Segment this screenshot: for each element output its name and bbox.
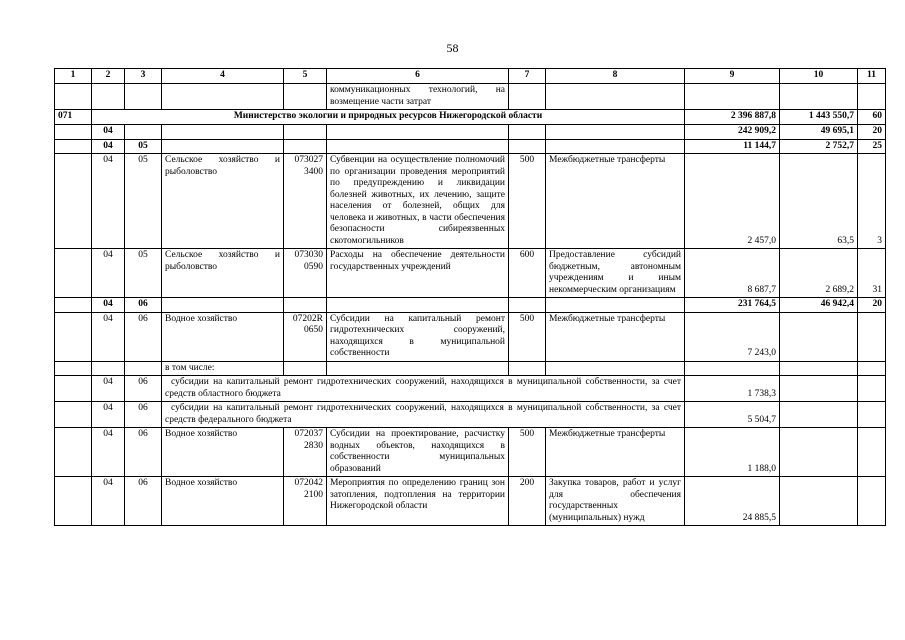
ministry-name: Министерство экологии и природных ресурсов Нижегородской области	[92, 110, 685, 125]
section-v9: 242 909,2	[685, 125, 780, 140]
table-row	[55, 84, 886, 110]
section-rz: 04	[92, 125, 125, 140]
row-description: Мероприятия по определению границ зон затопления, подтопления на территории Нижегородской области	[327, 477, 509, 526]
row-v10: 2 689,2	[780, 249, 858, 298]
row-csr: 072042 2100	[284, 477, 327, 526]
row-rz: 04	[92, 312, 125, 361]
ministry-row	[55, 110, 886, 125]
row-name: Сельское хозяйство и рыболовство	[162, 154, 284, 249]
row-description: коммуникационных технологий, на возмещение части затрат	[327, 84, 509, 110]
row-csr: 073027 3400	[284, 154, 327, 249]
table-row	[55, 361, 886, 376]
budget-table	[54, 68, 886, 526]
row-description: Расходы на обеспечение деятельности государственных учреждений	[327, 249, 509, 298]
row-v9: 5 504,7	[685, 402, 780, 428]
row-rz: 04	[92, 428, 125, 477]
col-header-4: 4	[162, 69, 284, 84]
row-pr: 05	[125, 154, 162, 249]
table-row	[55, 376, 886, 402]
row-v11: 31	[858, 249, 886, 298]
row-description: Субвенции на осуществление полномочий по организации проведения мероприятий по предупреждению и ликвидации болезней животных, их лечению, защите населения от болезней, общих для человека и животных, в части обеспечения безопасности сибиреязвенных скотомогильников	[327, 154, 509, 249]
row-v9: 24 885,5	[685, 477, 780, 526]
section-v11: 20	[858, 125, 886, 140]
row-vr-name: Предоставление субсидий бюджетным, автономным учреждениям и иным некоммерческим организациям	[546, 249, 685, 298]
subsection-row	[55, 139, 886, 154]
row-subsidy-text: субсидии на капитальный ремонт гидротехнических сооружений, находящихся в муниципальной собственности, за счет средств областного бюджета	[162, 376, 685, 402]
section-v10: 49 695,1	[780, 125, 858, 140]
subsection-pr: 06	[125, 298, 162, 313]
table-row	[55, 154, 886, 249]
col-header-9: 9	[685, 69, 780, 84]
subsection-v9: 231 764,5	[685, 298, 780, 313]
ministry-v10: 1 443 550,7	[780, 110, 858, 125]
row-csr: 07202R 0650	[284, 312, 327, 361]
ministry-v9: 2 396 887,8	[685, 110, 780, 125]
row-description: Субсидии на капитальный ремонт гидротехнических сооружений, находящихся в муниципальной собственности	[327, 312, 509, 361]
subsection-pr: 05	[125, 139, 162, 154]
row-v9: 2 457,0	[685, 154, 780, 249]
subsection-v9: 11 144,7	[685, 139, 780, 154]
row-rz: 04	[92, 376, 125, 402]
header-row	[55, 69, 886, 84]
row-vr: 500	[509, 312, 546, 361]
row-v9: 7 243,0	[685, 312, 780, 361]
row-v9: 8 687,7	[685, 249, 780, 298]
col-header-5: 5	[284, 69, 327, 84]
section-row	[55, 125, 886, 140]
row-vr-name: Закупка товаров, работ и услуг для обеспечения государственных (муниципальных) нужд	[546, 477, 685, 526]
including-label: в том числе:	[162, 361, 284, 376]
subsection-rz: 04	[92, 298, 125, 313]
table-row	[55, 249, 886, 298]
row-csr: 073030 0590	[284, 249, 327, 298]
row-name: Сельское хозяйство и рыболовство	[162, 249, 284, 298]
col-header-11: 11	[858, 69, 886, 84]
row-v11: 3	[858, 154, 886, 249]
col-header-6: 6	[327, 69, 509, 84]
row-csr: 072037 2830	[284, 428, 327, 477]
row-rz: 04	[92, 402, 125, 428]
row-pr: 06	[125, 376, 162, 402]
table-row	[55, 477, 886, 526]
table-row	[55, 402, 886, 428]
col-header-3: 3	[125, 69, 162, 84]
subsection-row	[55, 298, 886, 313]
row-vr: 200	[509, 477, 546, 526]
row-name: Водное хозяйство	[162, 428, 284, 477]
row-rz: 04	[92, 249, 125, 298]
row-rz: 04	[92, 477, 125, 526]
ministry-v11: 60	[858, 110, 886, 125]
subsection-rz: 04	[92, 139, 125, 154]
subsection-v10: 2 752,7	[780, 139, 858, 154]
row-rz: 04	[92, 154, 125, 249]
row-pr: 06	[125, 312, 162, 361]
row-pr: 05	[125, 249, 162, 298]
col-header-2: 2	[92, 69, 125, 84]
row-v9: 1 188,0	[685, 428, 780, 477]
row-pr: 06	[125, 477, 162, 526]
row-vr: 600	[509, 249, 546, 298]
row-pr: 06	[125, 402, 162, 428]
subsection-v11: 20	[858, 298, 886, 313]
ministry-code: 071	[55, 110, 92, 125]
col-header-10: 10	[780, 69, 858, 84]
row-vr: 500	[509, 154, 546, 249]
col-header-1: 1	[55, 69, 92, 84]
subsection-v10: 46 942,4	[780, 298, 858, 313]
row-v9: 1 738,3	[685, 376, 780, 402]
subsection-v11: 25	[858, 139, 886, 154]
row-vr-name: Межбюджетные трансферты	[546, 312, 685, 361]
row-vr: 500	[509, 428, 546, 477]
col-header-7: 7	[509, 69, 546, 84]
table-row	[55, 428, 886, 477]
row-pr: 06	[125, 428, 162, 477]
row-vr-name: Межбюджетные трансферты	[546, 428, 685, 477]
col-header-8: 8	[546, 69, 685, 84]
row-name: Водное хозяйство	[162, 477, 284, 526]
row-description: Субсидии на проектирование, расчистку водных объектов, находящихся в собственности муниципальных образований	[327, 428, 509, 477]
page-number: 58	[446, 41, 459, 55]
row-name: Водное хозяйство	[162, 312, 284, 361]
row-vr-name: Межбюджетные трансферты	[546, 154, 685, 249]
row-subsidy-text: субсидии на капитальный ремонт гидротехнических сооружений, находящихся в муниципальной собственности, за счет средств федерального бюджета	[162, 402, 685, 428]
table-row	[55, 312, 886, 361]
row-v10: 63,5	[780, 154, 858, 249]
